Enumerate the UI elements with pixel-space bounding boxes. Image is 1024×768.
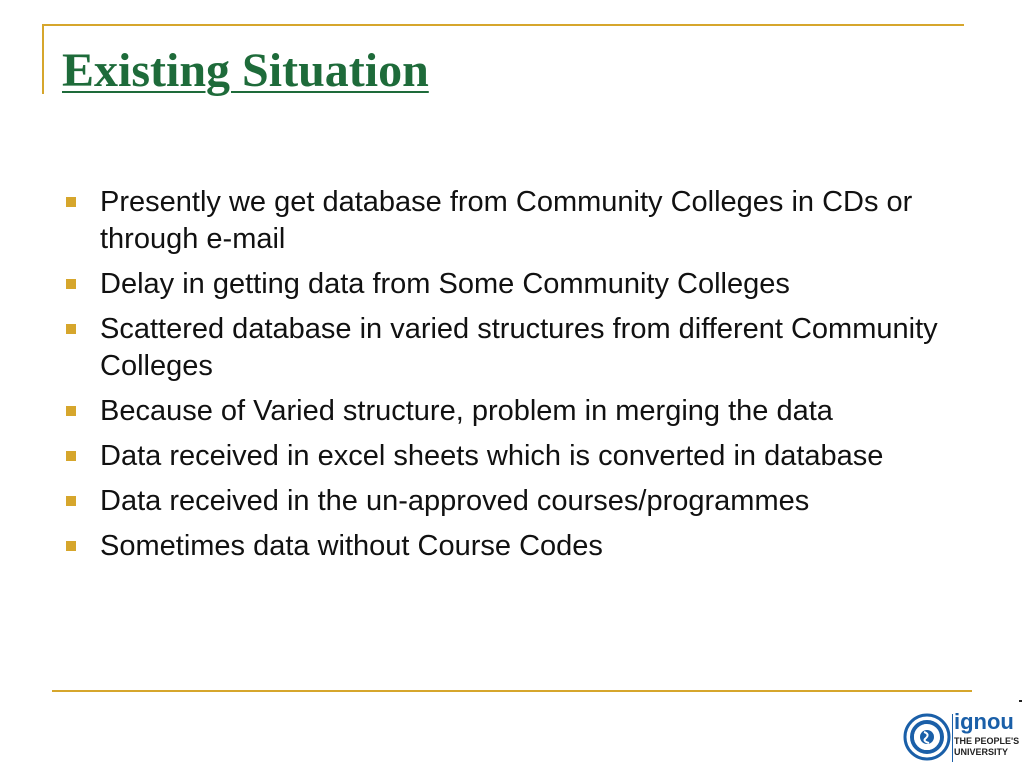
square-bullet-icon (66, 324, 76, 334)
logo-name: ignou (954, 709, 1014, 734)
bullet-text: Because of Varied structure, problem in merging the data (100, 395, 833, 427)
bullet-text: Delay in getting data from Some Community Colleges (100, 268, 790, 300)
ignou-emblem-icon (902, 712, 952, 762)
bullet-item (66, 393, 946, 430)
square-bullet-icon (66, 451, 76, 461)
ignou-logo (902, 710, 1020, 766)
bullet-text: Data received in excel sheets which is converted in database (100, 440, 884, 472)
bullet-text: Data received in the un-approved courses/programmes (100, 485, 810, 517)
frame-top-rule (42, 24, 964, 26)
bullet-text: Presently we get database from Community Colleges in CDs or through e-mail (100, 186, 913, 255)
edge-mark (1019, 700, 1022, 702)
logo-tagline-line1: THE PEOPLE'S (954, 736, 1020, 746)
logo-tagline (954, 736, 1020, 758)
slide-title: Existing Situation (62, 44, 429, 97)
bullet-item (66, 528, 946, 565)
logo-divider (952, 714, 953, 762)
bullet-text: Sometimes data without Course Codes (100, 530, 603, 562)
bullet-item (66, 438, 946, 475)
frame-left-rule (42, 24, 44, 94)
square-bullet-icon (66, 197, 76, 207)
logo-tagline-line2: UNIVERSITY (954, 747, 1009, 757)
square-bullet-icon (66, 496, 76, 506)
bullet-item (66, 266, 946, 303)
square-bullet-icon (66, 279, 76, 289)
bullet-list (66, 184, 946, 573)
bullet-item (66, 184, 946, 258)
bullet-text: Scattered database in varied structures from different Community Colleges (100, 313, 938, 382)
bullet-item (66, 311, 946, 385)
square-bullet-icon (66, 406, 76, 416)
footer-rule (52, 690, 972, 692)
square-bullet-icon (66, 541, 76, 551)
bullet-item (66, 483, 946, 520)
